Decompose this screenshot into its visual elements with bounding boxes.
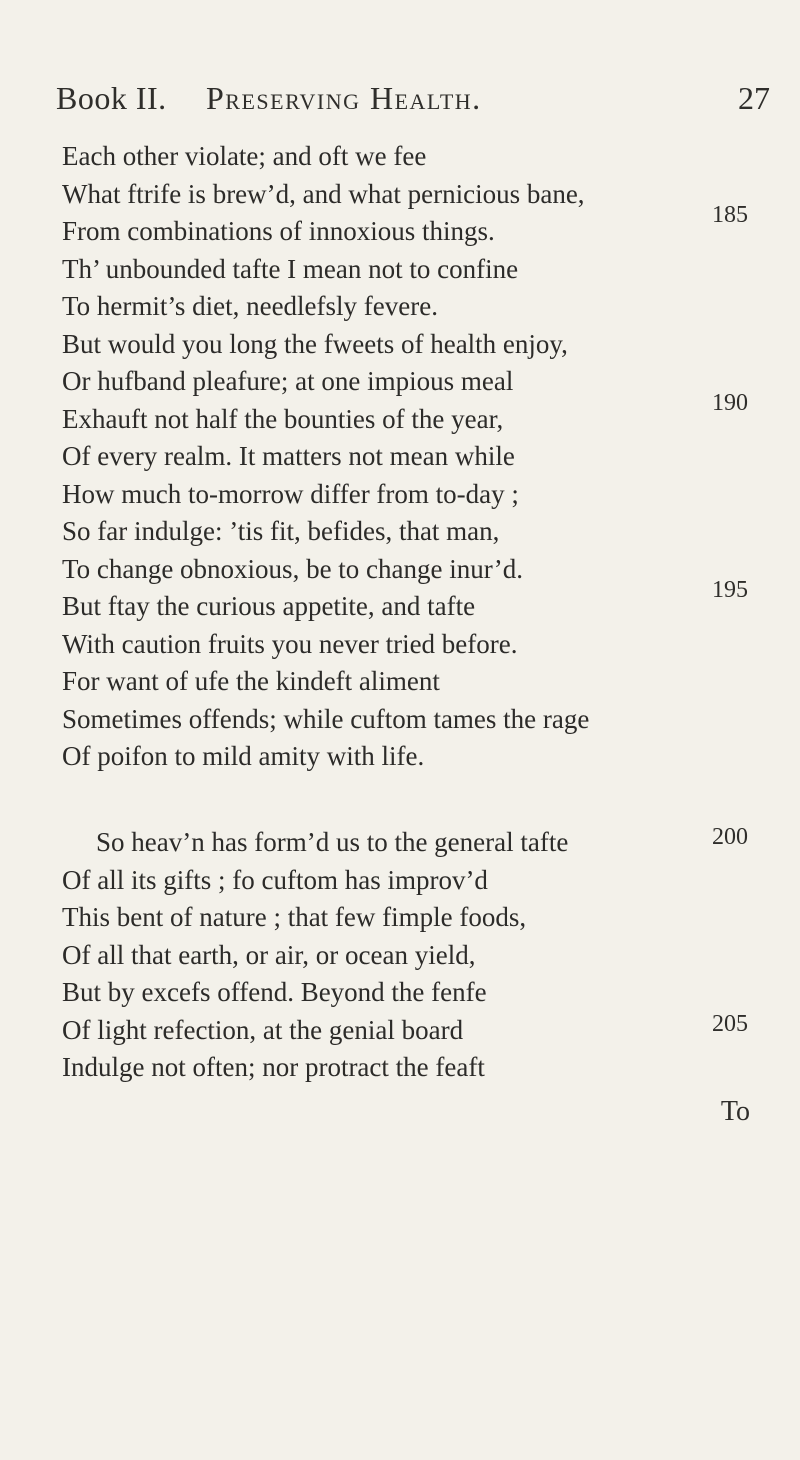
verse-line: Of light refection, at the genial board xyxy=(62,1014,464,1045)
line-number-200: 200 xyxy=(712,824,748,850)
verse-line: Of all that earth, or air, or ocean yield, xyxy=(62,939,476,970)
verse-line: But by excefs offend. Beyond the fenfe xyxy=(62,977,487,1007)
verse-line: Or hufband pleafure; at one impious meal xyxy=(62,366,514,396)
verse-line: With caution fruits you never tried before. xyxy=(62,628,518,659)
running-title: Preserving Health. xyxy=(206,80,482,116)
line-number-195: 195 xyxy=(712,577,748,603)
verse-line: Indulge not often; nor protract the feaft xyxy=(62,1052,485,1082)
verse-line: Th’ unbounded tafte I mean not to confine xyxy=(62,253,519,284)
verse-line: How much to-morrow differ from to-day ; xyxy=(62,478,519,509)
verse-line: Of all its gifts ; fo cuftom has improv’d xyxy=(62,864,488,895)
line-number-185: 185 xyxy=(712,202,748,228)
verse-stanza-2 xyxy=(62,824,742,1087)
verse-line: But ftay the curious appetite, and tafte xyxy=(62,591,476,621)
verse-line: Of poifon to mild amity with life. xyxy=(62,741,425,771)
verse-line: For want of ufe the kindeft aliment xyxy=(62,666,440,696)
line-number-190: 190 xyxy=(712,390,748,416)
verse-line: Each other violate; and oft we fee xyxy=(62,141,427,171)
verse-line: To hermit’s diet, needlefsly fevere. xyxy=(62,291,438,321)
verse-line: This bent of nature ; that few fimple foods, xyxy=(62,902,527,932)
book-label: Book II. xyxy=(56,80,167,116)
verse-stanza-1 xyxy=(62,138,742,776)
verse-line: So far indulge: ’tis fit, befides, that man, xyxy=(62,516,500,546)
running-header xyxy=(56,80,770,120)
verse-line: Exhauft not half the bounties of the year, xyxy=(62,403,504,434)
verse-line: So heav’n has form’d us to the general tafte xyxy=(96,827,569,857)
verse-line: Sometimes offends; while cuftom tames the rage xyxy=(62,703,590,734)
verse-line: To change obnoxious, be to change inur’d. xyxy=(62,553,523,584)
line-number-205: 205 xyxy=(712,1011,748,1037)
catchword: To xyxy=(720,1096,750,1127)
verse-line: What ftrife is brew’d, and what pernicious bane, xyxy=(62,178,585,209)
verse-line: From combinations of innoxious things. xyxy=(62,216,495,246)
verse-line: But would you long the fweets of health enjoy, xyxy=(62,328,568,359)
page-number: 27 xyxy=(738,80,770,116)
verse-line: Of every realm. It matters not mean while xyxy=(62,441,515,471)
